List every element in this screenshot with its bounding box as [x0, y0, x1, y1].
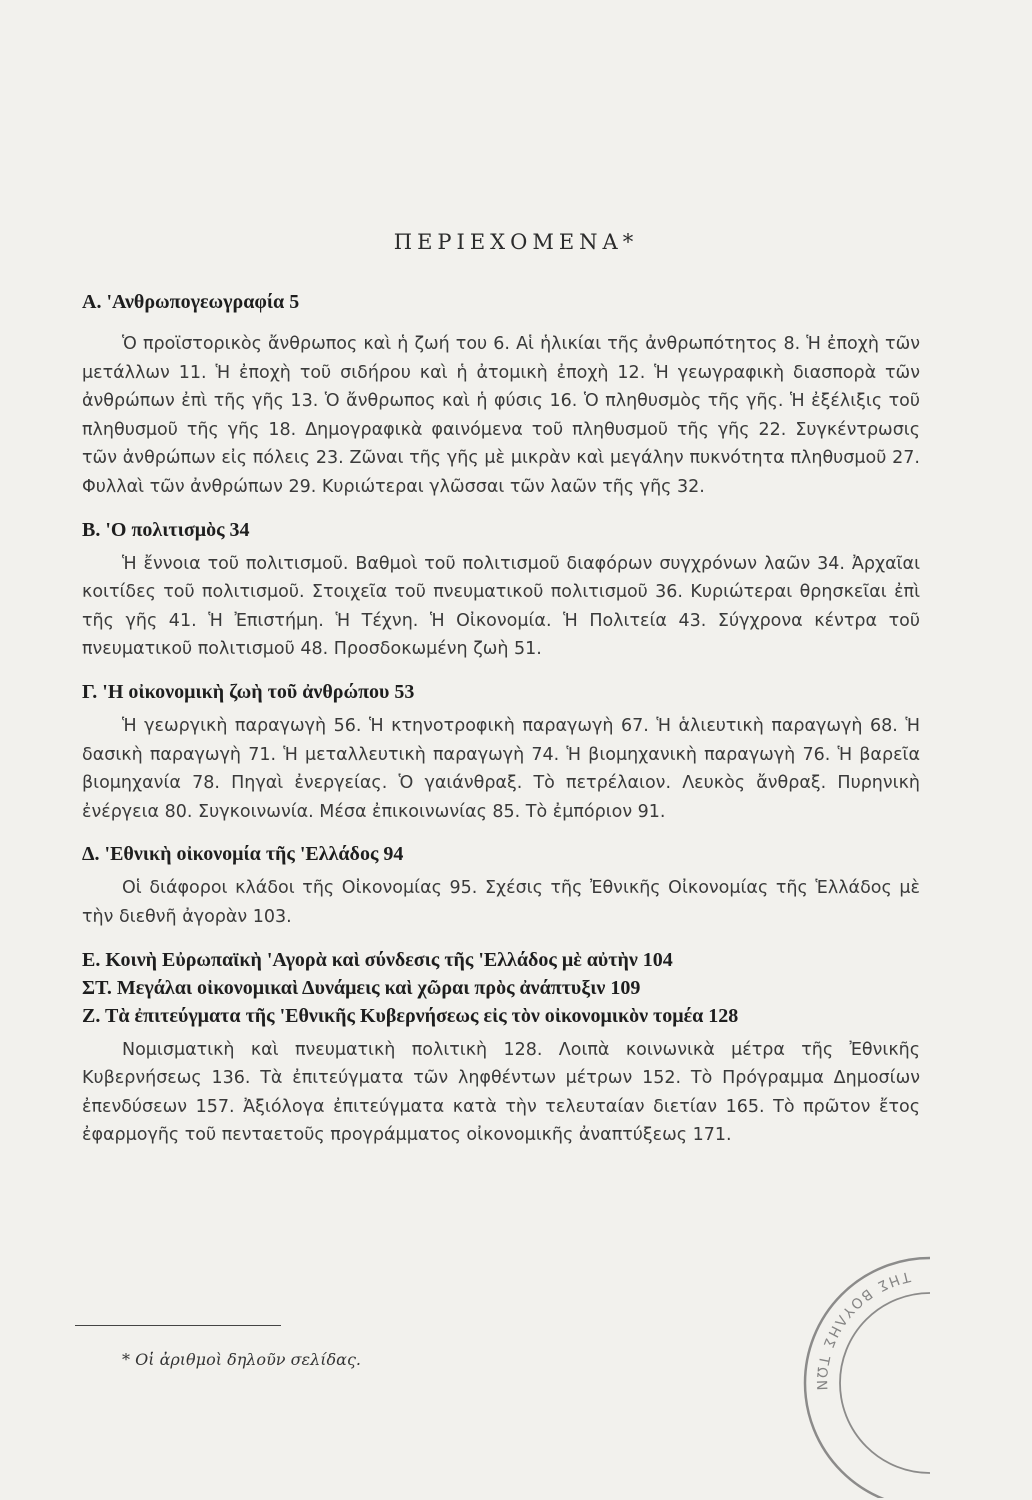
section-b — [82, 516, 920, 664]
footnote: * Οἱ ἀριθμοὶ δηλοῦν σελίδας. — [122, 1350, 362, 1369]
section-c-heading: Γ. 'Η οἰκονομικὴ ζωὴ τοῦ ἀνθρώπου 53 — [82, 680, 415, 703]
section-z-heading: Ζ. Τὰ ἐπιτεύγματα τῆς 'Εθνικῆς Κυβερνήσεως εἰς τὸν οἰκονομικὸν τομέα 128 — [82, 1004, 739, 1027]
section-e-st-z — [82, 946, 920, 1150]
section-e-heading: Ε. Κοινὴ Εὐρωπαϊκὴ 'Αγορὰ καὶ σύνδεσις τῆς 'Ελλάδος μὲ αὐτὴν 104 — [82, 948, 673, 971]
section-d — [82, 840, 920, 931]
section-d-text: Οἱ διάφοροι κλάδοι τῆς Οἰκονομίας 95. Σχέσις τῆς Ἐθνικῆς Οἰκονομίας τῆς Ἑλλάδος μὲ τὴν διεθνῆ ἀγορὰν 103. — [82, 878, 920, 927]
stamp-inner-ring — [840, 1293, 930, 1473]
section-d-heading: Δ. 'Εθνικὴ οἰκονομία τῆς 'Ελλάδος 94 — [82, 843, 404, 866]
section-a-text: Ὁ προϊστορικὸς ἄνθρωπος καὶ ἡ ζωή του 6. Αἱ ἡλικίαι τῆς ἀνθρωπότητος 8. Ἡ ἐποχὴ τῶν μετάλλων 11. Ἡ ἐποχὴ τοῦ σιδήρου καὶ ἡ ἀτομικὴ ἐποχὴ 12. Ἡ γεωγραφικὴ διασπορὰ τῶν ἀνθρώπων ἐπὶ τῆς γῆς 13. Ὁ ἄνθρωπος καὶ ἡ φύσις 16. Ὁ πληθυσμὸς τῆς γῆς. Ἡ ἐξέλιξις τοῦ πληθυσμοῦ τῆς γῆς 18. Δημογραφικὰ φαινόμενα τοῦ πληθυσμοῦ τῆς γῆς 22. Συγκέντρωσις τῶν ἀνθρώπων εἰς πόλεις 23. Ζῶναι τῆς γῆς μὲ μικρὰν καὶ μεγάλην πυκνότητα πληθυσμοῦ 27. Φυλλαὶ τῶν ἀνθρώπων 29. Κυριώτεραι γλῶσσαι τῶν λαῶν τῆς γῆς 32. — [82, 334, 920, 497]
footnote-rule — [75, 1325, 281, 1326]
section-b-text: Ἡ ἔννοια τοῦ πολιτισμοῦ. Βαθμοὶ τοῦ πολιτισμοῦ διαφόρων συγχρόνων λαῶν 34. Ἀρχαῖαι κοιτίδες τοῦ πολιτισμοῦ. Στοιχεῖα τοῦ πνευματικοῦ πολιτισμοῦ 36. Κυριώτεραι θρησκεῖαι ἐπὶ τῆς γῆς 41. Ἡ Ἐπιστήμη. Ἡ Τέχνη. Ἡ Οἰκονομία. Ἡ Πολιτεία 43. Σύγχρονα κέντρα τοῦ πνευματικοῦ πολιτισμοῦ 48. Προσδοκωμένη ζωὴ 51. — [82, 553, 920, 660]
section-a — [82, 288, 920, 502]
section-z-text: Νομισματικὴ καὶ πνευματικὴ πολιτικὴ 128. Λοιπὰ κοινωνικὰ μέτρα τῆς Ἐθνικῆς Κυβερνήσεως 136. Τὰ ἐπιτεύγματα τῶν ληφθέντων μέτρων 152. Τὸ Πρόγραμμα Δημοσίων ἐπενδύσεων 157. Ἀξιόλογα ἐπιτεύγματα κατὰ τὴν τελευταίαν διετίαν 165. Τὸ πρῶτον ἔτος ἐφαρμογῆς τοῦ πενταετοῦς προγράμματος οἰκονομικῆς ἀναπτύξεως 171. — [82, 1039, 920, 1146]
section-b-heading: Β. 'Ο πολιτισμὸς 34 — [82, 518, 250, 541]
page-title: ΠΕΡΙΕΧΟΜΕΝΑ* — [393, 230, 639, 254]
library-stamp — [780, 1238, 960, 1498]
stamp-text: ΤΗΣ ΒΟΥΛΗΣ ΤΩΝ — [812, 1267, 912, 1394]
section-c-text: Ἡ γεωργικὴ παραγωγὴ 56. Ἡ κτηνοτροφικὴ παραγωγὴ 67. Ἡ ἁλιευτικὴ παραγωγὴ 68. Ἡ δασικὴ παραγωγὴ 71. Ἡ μεταλλευτικὴ παραγωγὴ 74. Ἡ βιομηχανικὴ παραγωγὴ 76. Ἡ βαρεῖα βιομηχανία 78. Πηγαὶ ἐνεργείας. Ὁ γαιάνθραξ. Τὸ πετρέλαιον. Λευκὸς ἄνθραξ. Πυρηνικὴ ἐνέργεια 80. Συγκοινωνία. Μέσα ἐπικοινωνίας 85. Τὸ ἐμπόριον 91. — [82, 715, 920, 822]
section-a-heading: Α. 'Ανθρωπογεωγραφία 5 — [82, 291, 300, 313]
section-c — [82, 678, 920, 826]
section-st-heading: ΣΤ. Μεγάλαι οἰκονομικαὶ Δυνάμεις καὶ χῶραι πρὸς ἀνάπτυξιν 109 — [82, 976, 641, 999]
table-of-contents — [82, 288, 920, 1164]
